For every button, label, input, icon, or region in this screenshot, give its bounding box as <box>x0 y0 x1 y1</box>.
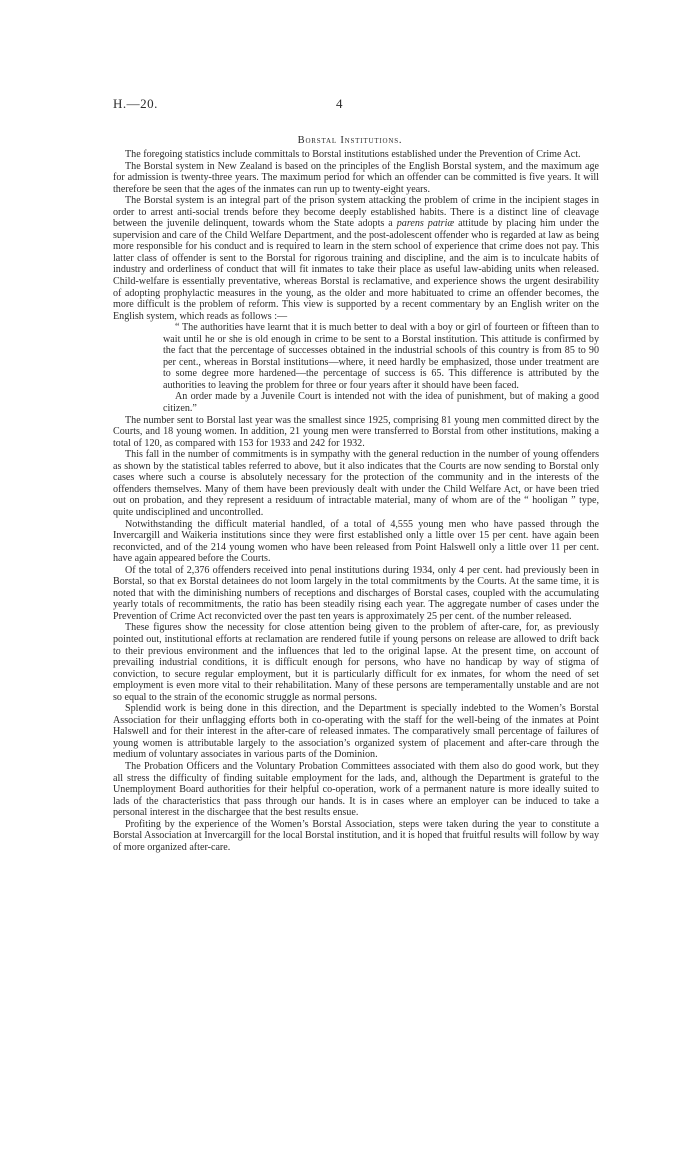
paragraph: These figures show the necessity for close attention being given to the problem of after-care, for, as previously pointed out, institutional efforts at reclamation are rendered futile if young persons on release are allowed to drift back to their previous environment and the influences that led to the original lapse. At the present time, on account of prevailing industrial conditions, it is difficult enough for persons, who have no handicap by way of stigma of conviction, to secure regular employment, but it is particularly difficult for ex inmates, for whom the need of set employment is even more vital to their rehabilitation. Many of these persons are temperamentally unstable and are not so equal to the strain of the economic struggle as normal persons. <box>113 622 599 703</box>
paragraph: Notwithstanding the difficult material handled, of a total of 4,555 young men who have passed through the Invercargill and Waikeria institutions since they were first established only a little over 15 per cent. have again been reconvicted, and of the 214 young women who have been released from Point Halswell only a little over 11 per cent. have again appeared before the Courts. <box>113 518 599 565</box>
body-text <box>113 149 599 853</box>
paragraph-text: attitude by placing him under the supervision and care of the Child Welfare Department, and the post-adolescent offender who is regarded at law as being more responsible for his conduct and is required to learn in the stern school of experience that crime does not pay. This latter class of offender is sent to the Borstal for rigorous training and discipline, and the aim is to inculcate habits of industry and orderliness of conduct that will fit inmates to take their place as useful law-abiding units when released. Child-welfare is essentially preventative, whereas Borstal is reclamative, and experience shows the urgent desirability of adopting prophylactic measures in the young, as the older and more habituated to crime an offender becomes, the more difficult is the problem of reform. This view is supported by a recent commentary by an English writer on the English system, which reads as follows :— <box>113 218 599 322</box>
paragraph: The Borstal system in New Zealand is based on the principles of the English Borstal system, and the maximum age for admission is twenty-three years. The maximum period for which an offender can be committed is five years. It will therefore be seen that the ages of the inmates can run up to twenty-eight years. <box>113 160 599 195</box>
paragraph-text: The Borstal system is an integral part of the prison system attacking the problem of crime in the incipient stages in order to arrest anti-social trends before they become deeply established habits. There is a distinct line of cleavage between the juvenile delinquent, towards whom the State adopts a <box>113 195 599 230</box>
section-title: Borstal Institutions. <box>297 135 403 146</box>
paragraph <box>113 195 599 322</box>
document-reference: H.—20. <box>113 96 158 111</box>
paragraph: Profiting by the experience of the Women’s Borstal Association, steps were taken during the year to constitute a Borstal Association at Invercargill for the local Borstal institution, and it is hoped that fruitful results will follow by way of more organized after-care. <box>113 818 599 853</box>
quote-paragraph: “ The authorities have learnt that it is much better to deal with a boy or girl of fourteen or fifteen than to wait until he or she is old enough in crime to be sent to a Borstal institution. This attitude is confirmed by the fact that the percentage of successes obtained in the industrial schools of this country is from 85 to 90 per cent., whereas in Borstal institutions—where, it need hardly be emphasized, those under treatment are to some degree more hardened—the percentage of success is 65. This difference is attributed by the authorities to leaving the problem for three or four years after it should have been faced. <box>163 322 599 391</box>
paragraph: The number sent to Borstal last year was the smallest since 1925, comprising 81 young men committed direct by the Courts, and 18 young women. In addition, 21 young men were transferred to Borstal from other institutions, making a total of 120, as compared with 153 for 1933 and 242 for 1932. <box>113 414 599 449</box>
page-number: 4 <box>336 96 343 111</box>
paragraph: The Probation Officers and the Voluntary Probation Committees associated with them also do good work, but they all stress the difficulty of finding suitable employment for the lads, and, although the Department is grateful to the Unemployment Board authorities for their helpful co-operation, work of a permanent nature is more ideally suited to lads of the characteristics that pass through our hands. It is in cases where an employer can be induced to take a personal interest in the dischargee that the best results ensue. <box>113 760 599 819</box>
quote-paragraph: An order made by a Juvenile Court is intended not with the idea of punishment, but of making a good citizen.” <box>163 391 599 415</box>
paragraph: The foregoing statistics include committals to Borstal institutions established under the Prevention of Crime Act. <box>125 149 581 160</box>
block-quote <box>163 322 599 414</box>
latin-term: parens patriæ <box>396 218 455 230</box>
paragraph: This fall in the number of commitments is in sympathy with the general reduction in the number of young offenders as shown by the statistical tables referred to above, but it also indicates that the Courts are now sending to Borstal only cases where such a course is absolutely necessary for the protection of the community and in the interests of the offenders themselves. Many of them have been previously dealt with under the Child Welfare Act, or have been tried out on probation, and they represent a residuum of intractable material, many of whom are of the “ hooligan ” type, quite undisciplined and uncontrolled. <box>113 449 599 518</box>
paragraph: Of the total of 2,376 offenders received into penal institutions during 1934, only 4 per cent. had previously been in Borstal, so that ex Borstal detainees do not loom largely in the total commitments by the Courts. At the same time, it is noted that with the diminishing numbers of receptions and discharges of Borstal cases, coupled with the accumulating yearly totals of recommitments, the ratio has been steadily rising each year. The aggregate number of cases under the Prevention of Crime Act reconvicted over the past ten years is approximately 25 per cent. of the number released. <box>113 564 599 622</box>
paragraph: Splendid work is being done in this direction, and the Department is specially indebted to the Women’s Borstal Association for their unflagging efforts both in co-operating with the staff for the well-being of the inmates at Point Halswell and for their interest in the after-care of released inmates. The comparatively small percentage of failures of young women is attributable largely to the association’s organized system of placement and after-care through the medium of voluntary associates in various parts of the Dominion. <box>113 703 599 761</box>
